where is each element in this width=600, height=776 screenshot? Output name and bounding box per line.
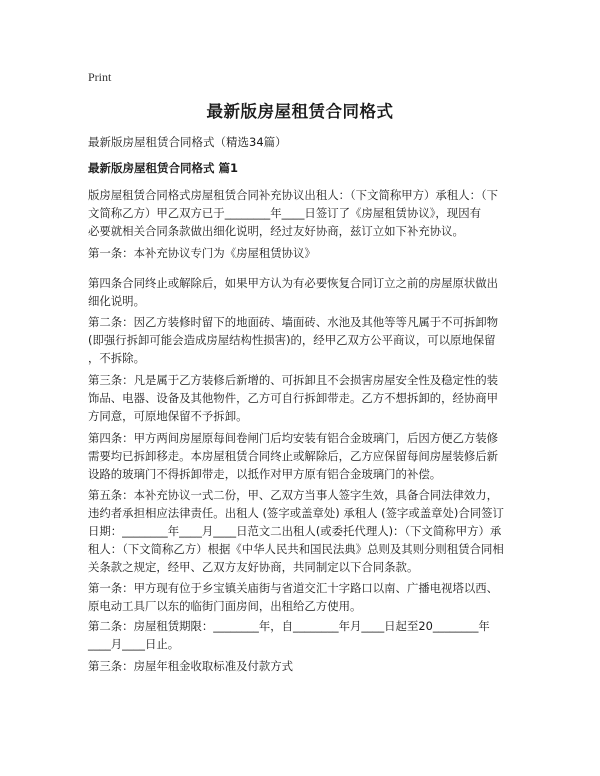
text-line: 文简称乙方）甲乙双方已于________年____日签订了《房屋租赁协议》，现因有 [88, 206, 481, 220]
paragraph-supplement-intro [88, 186, 520, 240]
paragraph-article-4-termination [88, 274, 520, 310]
text-line: 第一条：甲方现有位于乡宝镇关庙街与省道交汇十字路口以南、广播电视塔以西、 [88, 581, 499, 595]
text-line: 第二条：因乙方装修时留下的地面砖、墙面砖、水池及其他等等凡属于不可拆卸物 [88, 315, 499, 329]
text-line: 第五条：本补充协议一式二份，甲、乙双方当事人签字生效，具备合同法律效力， [88, 488, 499, 502]
paragraph-article-3-rent [88, 657, 520, 675]
text-line: 关条款之规定，经甲、乙双方友好协商，共同制定以下合同条款。 [88, 560, 419, 574]
text-line: 需要均已拆卸移走。本房屋租赁合同终止或解除后，乙方应保留每间房屋装修后新 [88, 449, 499, 463]
text-line: 第二条：房屋租赁期限：________年，自________年月____日起至20________年 [88, 619, 490, 633]
document-title: 最新版房屋租赁合同格式 [206, 102, 394, 121]
text-line: 租人：（下文简称乙方）根据《中华人民共和国民法典》总则及其则分则租赁合同相 [88, 542, 504, 556]
text-line: 版房屋租赁合同格式房屋租赁合同补充协议出租人：（下文简称甲方）承租人：（下 [88, 188, 499, 202]
text-line: 原电动工具厂以东的临街门面房间，出租给乙方使用。 [88, 599, 362, 613]
text-line: 违约者承担相应法律责任。出租人 (签字或盖章处) 承租人 (签字或盖章处)合同签订 [88, 506, 504, 520]
text-line: ，不拆除。 [88, 351, 145, 365]
text-line: 第一条：本补充协议专门为《房屋租赁协议》 [88, 246, 316, 260]
text-line: 方同意，可原地保留不予拆卸。 [88, 409, 248, 423]
text-line: 第四条：甲方两间房屋原每间卷闸门后均安装有铝合金玻璃门，后因方便乙方装修 [88, 431, 499, 445]
document-subtitle: 最新版房屋租赁合同格式（精选34篇） [88, 135, 287, 149]
paragraph-article-2-lease-term [88, 617, 520, 653]
text-line: 必要就相关合同条款做出细化说明，经过友好协商，兹订立如下补充协议。 [88, 224, 464, 238]
section-heading: 最新版房屋租赁合同格式 篇1 [88, 161, 239, 175]
paragraph-article-1-lease [88, 579, 520, 615]
text-line: ____月____日止。 [88, 637, 180, 651]
paragraph-article-2 [88, 313, 520, 367]
text-line: 细化说明。 [88, 294, 145, 308]
text-line: 第四条合同终止或解除后，如果甲方认为有必要恢复合同订立之前的房屋原状做出 [88, 276, 499, 290]
text-line: 日期：________年____月____日范文二出租人(或委托代理人)：（下文简称甲方）承 [88, 524, 502, 538]
text-line: 饰品、电器、设备及其他物件，乙方可自行拆卸带走。乙方不想拆卸的，经协商甲 [88, 391, 499, 405]
paragraph-article-1 [88, 244, 520, 262]
paragraph-article-4 [88, 429, 520, 483]
text-line: 第三条：凡是属于乙方装修后新增的、可拆卸且不会损害房屋安全性及稳定性的装 [88, 373, 499, 387]
print-label[interactable]: Print [88, 70, 112, 84]
paragraph-article-3 [88, 371, 520, 425]
text-line: 第三条：房屋年租金收取标准及付款方式 [88, 659, 294, 673]
text-line: (即强行拆卸可能会造成房屋结构性损害)的，经甲乙双方公平商议，可以原地保留 [88, 333, 496, 347]
paragraph-article-5 [88, 486, 520, 576]
text-line: 设路的玻璃门不得拆卸带走，以抵作对甲方原有铝合金玻璃门的补偿。 [88, 467, 442, 481]
